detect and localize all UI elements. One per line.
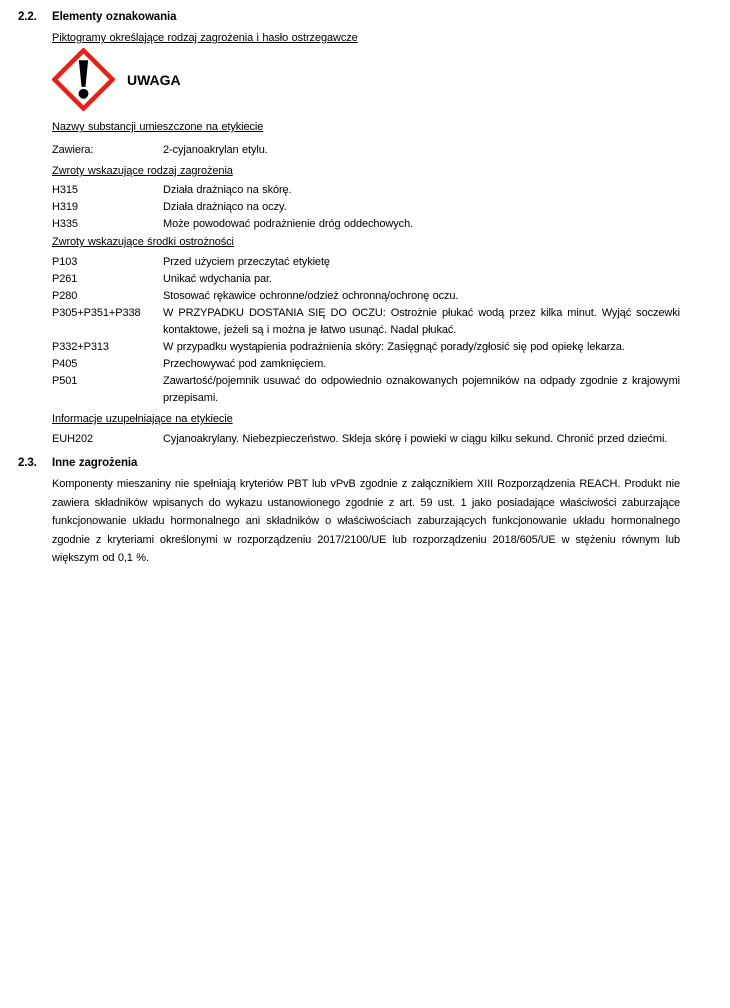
other-hazards-paragraph: Komponenty mieszaniny nie spełniają kryteriów PBT lub vPvB zgodnie z załącznikiem XIII Rozporządzenia REACH. Produkt nie zawiera składników wpisanych do wykazu ustanowionego zgodnie z art. 59 ust. 1 jako posiadające właściwości zaburzające funkcjonowanie układu hormonalnego ani składników o właściwościach zaburzających funkcjonowanie układu hormonalnego zgodnie z kryteriami określonymi w rozporządzeniu 2017/2100/UE lub rozporządzeniu 2018/605/UE w stężeniu równym lub większym od 0,1 %. [52,478,680,564]
substance-names-heading: Nazwy substancji umieszczone na etykiecie [52,121,264,133]
hazard-statement-row [52,182,680,199]
section-2-3-body [52,475,680,568]
section-2-2-heading [18,10,680,25]
precaution-text: Przed użyciem przeczytać etykietę [163,256,330,268]
precaution-text: Zawartość/pojemnik usuwać do odpowiednio oznakowanych pojemników na odpady zgodnie z krajowymi przepisami. [163,375,680,404]
precaution-code: P501 [52,375,78,387]
precaution-code: P261 [52,273,78,285]
supplemental-statement-row [52,431,680,448]
section-2-3-heading [18,456,680,471]
precautionary-statement-row [52,305,680,339]
precaution-text: Stosować rękawice ochronne/odzież ochronną/ochronę oczu. [163,290,459,302]
hazard-code: H335 [52,218,78,230]
page-content [18,10,680,568]
hazard-statements-heading: Zwroty wskazujące rodzaj zagrożenia [52,165,233,177]
hazard-statement-row [52,216,680,233]
section-number: 2.2. [18,11,37,23]
precaution-code: P332+P313 [52,341,109,353]
section-title: Elementy oznakowania [52,11,177,23]
pictogram-heading: Piktogramy określające rodzaj zagrożenia i hasło ostrzegawcze [52,32,358,44]
contains-row [52,142,680,159]
precaution-text: Unikać wdychania par. [163,273,272,285]
precautionary-statement-row [52,288,680,305]
precautionary-statement-row [52,373,680,407]
ghs07-exclamation-pictogram-icon [52,48,115,111]
precaution-code: P405 [52,358,78,370]
supplemental-code: EUH202 [52,433,93,445]
supplemental-info-heading: Informacje uzupełniające na etykiecie [52,413,233,425]
section-number: 2.3. [18,457,37,469]
hazard-text: Może powodować podrażnienie dróg oddechowych. [163,218,414,230]
precaution-text: W przypadku wystąpienia podrażnienia skóry: Zasięgnąć porady/zgłosić się pod opiekę lekarza. [163,341,625,353]
pictogram-row [52,48,680,111]
precaution-text: Przechowywać pod zamknięciem. [163,358,327,370]
precautionary-statement-row [52,356,680,373]
hazard-text: Działa drażniąco na skórę. [163,184,292,196]
contains-value: 2-cyjanoakrylan etylu. [163,144,268,156]
contains-label: Zawiera: [52,144,94,156]
precautionary-statement-row [52,339,680,356]
signal-word: UWAGA [127,71,181,88]
section-title: Inne zagrożenia [52,457,138,469]
hazard-statement-row [52,199,680,216]
hazard-text: Działa drażniąco na oczy. [163,201,287,213]
precautionary-statements-heading: Zwroty wskazujące środki ostrożności [52,236,234,248]
exclamation-dot [79,89,89,99]
precautionary-statement-row [52,254,680,271]
precaution-code: P280 [52,290,78,302]
hazard-code: H315 [52,184,78,196]
precaution-code: P103 [52,256,78,268]
precaution-text: W PRZYPADKU DOSTANIA SIĘ DO OCZU: Ostrożnie płukać wodą przez kilka minut. Wyjąć soczewki kontaktowe, jeżeli są i można je łatwo usunąć. Nadal płukać. [163,307,680,336]
supplemental-text: Cyjanoakrylany. Niebezpieczeństwo. Skleja skórę i powieki w ciągu kilku sekund. Chronić przed dziećmi. [163,433,668,445]
precautionary-statement-row [52,271,680,288]
section-2-2-body [52,31,680,448]
precaution-code: P305+P351+P338 [52,307,141,319]
hazard-code: H319 [52,201,78,213]
